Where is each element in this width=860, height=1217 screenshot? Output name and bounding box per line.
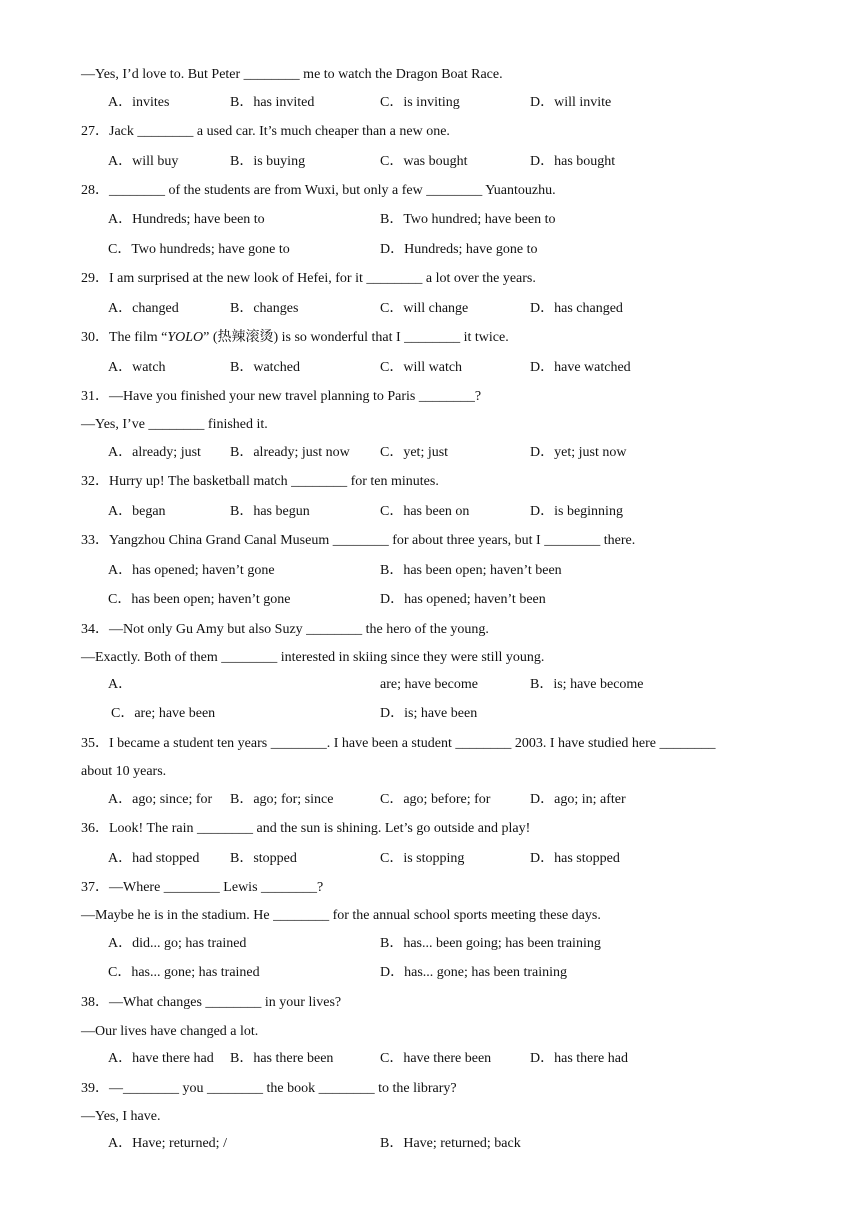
question-38-line2: —Our lives have changed a lot. xyxy=(81,1024,259,1039)
q28-option-b: B．Two hundred; have been to xyxy=(380,212,556,227)
q30-stem-post: ” (热辣滚烫) is so wonderful that I ________ it twice. xyxy=(203,330,509,345)
question-32-stem: 32．Hurry up! The basketball match ________ for ten minutes. xyxy=(81,474,439,489)
q30-option-c: C．will watch xyxy=(380,360,463,375)
q39-option-a: A．Have; returned; / xyxy=(108,1136,227,1151)
q29-option-a: A．changed xyxy=(108,301,179,316)
question-31-line2: —Yes, I’ve ________ finished it. xyxy=(81,417,268,432)
q34-option-a-text: are; have become xyxy=(380,677,478,692)
question-34-stem: 34．—Not only Gu Amy but also Suzy ________ the hero of the young. xyxy=(81,622,489,637)
question-39-line2: —Yes, I have. xyxy=(81,1109,161,1124)
q29-option-c: C．will change xyxy=(380,301,469,316)
question-33-stem: 33．Yangzhou China Grand Canal Museum ________ for about three years, but I ________ there. xyxy=(81,533,636,548)
q32-option-a: A．began xyxy=(108,504,166,519)
q35-option-b: B．ago; for; since xyxy=(230,792,334,807)
q36-option-d: D．has stopped xyxy=(530,851,620,866)
q31-option-c: C．yet; just xyxy=(380,445,449,460)
q26-option-a: A．invites xyxy=(108,95,170,110)
question-29-stem: 29．I am surprised at the new look of Hefei, for it ________ a lot over the years. xyxy=(81,271,536,286)
question-28-stem: 28．________ of the students are from Wuxi, but only a few ________ Yuantouzhu. xyxy=(81,183,556,198)
q30-option-b: B．watched xyxy=(230,360,300,375)
question-37-line2: —Maybe he is in the stadium. He ________ for the annual school sports meeting these days. xyxy=(81,908,601,923)
q35-option-a: A．ago; since; for xyxy=(108,792,213,807)
q32-option-b: B．has begun xyxy=(230,504,310,519)
q35-option-c: C．ago; before; for xyxy=(380,792,491,807)
q37-option-b: B．has... been going; has been training xyxy=(380,936,601,951)
question-39-stem: 39．—________ you ________ the book ________ to the library? xyxy=(81,1081,457,1096)
q36-option-c: C．is stopping xyxy=(380,851,465,866)
question-36-stem: 36．Look! The rain ________ and the sun is shining. Let’s go outside and play! xyxy=(81,821,531,836)
q33-option-d: D．has opened; haven’t been xyxy=(380,592,546,607)
q26-option-c: C．is inviting xyxy=(380,95,460,110)
q27-option-d: D．has bought xyxy=(530,154,616,169)
q30-film-title: YOLO xyxy=(167,330,204,345)
q26-option-b: B．has invited xyxy=(230,95,315,110)
q33-option-a: A．has opened; haven’t gone xyxy=(108,563,275,578)
q32-option-c: C．has been on xyxy=(380,504,470,519)
question-38-stem: 38．—What changes ________ in your lives? xyxy=(81,995,342,1010)
q36-option-b: B．stopped xyxy=(230,851,297,866)
question-35-line2: about 10 years. xyxy=(81,764,167,779)
q28-option-a: A．Hundreds; have been to xyxy=(108,212,265,227)
q34-option-d: D．is; have been xyxy=(380,706,478,721)
q34-option-b: B．is; have become xyxy=(530,677,644,692)
q38-option-a: A．have there had xyxy=(108,1051,214,1066)
q36-option-a: A．had stopped xyxy=(108,851,200,866)
question-35-stem: 35．I became a student ten years ________. I have been a student ________ 2003. I have studied here ________ xyxy=(81,736,716,751)
q33-option-b: B．has been open; haven’t been xyxy=(380,563,562,578)
q28-option-d: D．Hundreds; have gone to xyxy=(380,242,538,257)
q31-option-d: D．yet; just now xyxy=(530,445,627,460)
q31-option-b: B．already; just now xyxy=(230,445,350,460)
q27-option-c: C．was bought xyxy=(380,154,468,169)
q38-option-d: D．has there had xyxy=(530,1051,628,1066)
q32-option-d: D．is beginning xyxy=(530,504,623,519)
q30-option-d: D．have watched xyxy=(530,360,631,375)
q37-option-c: C．has... gone; has trained xyxy=(108,965,260,980)
q38-option-c: C．have there been xyxy=(380,1051,492,1066)
q37-option-a: A．did... go; has trained xyxy=(108,936,247,951)
q39-option-b: B．Have; returned; back xyxy=(380,1136,521,1151)
q28-option-c: C．Two hundreds; have gone to xyxy=(108,242,290,257)
q30-option-a: A．watch xyxy=(108,360,166,375)
q33-option-c: C．has been open; haven’t gone xyxy=(108,592,291,607)
q31-option-a: A．already; just xyxy=(108,445,201,460)
question-26-line2: —Yes, I’d love to. But Peter ________ me to watch the Dragon Boat Race. xyxy=(81,67,503,82)
q34-option-a-letter: A． xyxy=(108,677,133,692)
q30-stem-pre: 30．The film “ xyxy=(81,330,168,345)
q37-option-d: D．has... gone; has been training xyxy=(380,965,568,980)
question-37-stem: 37．—Where ________ Lewis ________? xyxy=(81,880,324,895)
question-30-stem xyxy=(81,329,509,347)
question-31-stem: 31．—Have you finished your new travel planning to Paris ________? xyxy=(81,389,482,404)
q27-option-b: B．is buying xyxy=(230,154,306,169)
q34-option-c: C．are; have been xyxy=(111,706,216,721)
question-34-line2: —Exactly. Both of them ________ interested in skiing since they were still young. xyxy=(81,650,545,665)
q29-option-d: D．has changed xyxy=(530,301,623,316)
q38-option-b: B．has there been xyxy=(230,1051,334,1066)
question-27-stem: 27．Jack ________ a used car. It’s much cheaper than a new one. xyxy=(81,124,450,139)
q26-option-d: D．will invite xyxy=(530,95,612,110)
q35-option-d: D．ago; in; after xyxy=(530,792,626,807)
q27-option-a: A．will buy xyxy=(108,154,179,169)
q29-option-b: B．changes xyxy=(230,301,299,316)
